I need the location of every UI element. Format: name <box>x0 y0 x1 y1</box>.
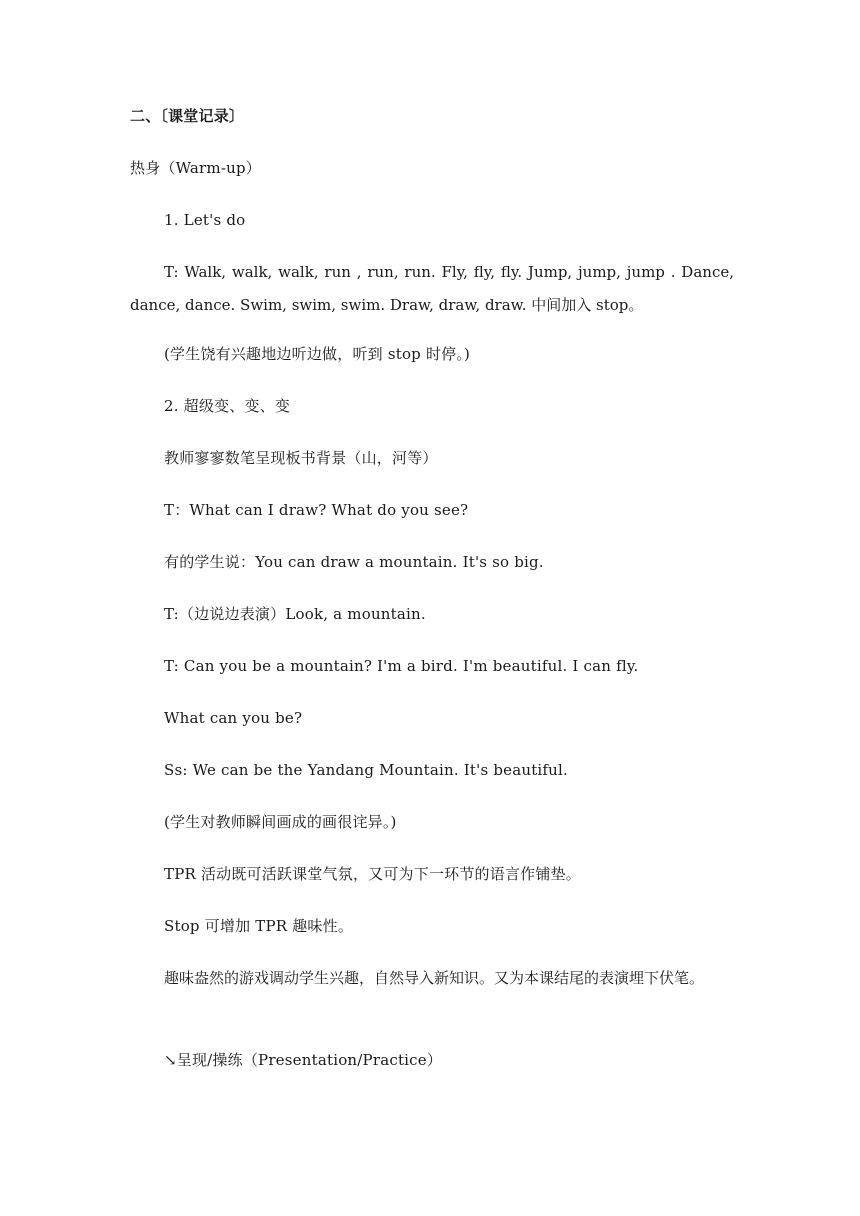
item2-title: 2. 超级变、变、变 <box>164 397 291 415</box>
dialogue-line: What can you be? <box>164 709 303 727</box>
dialogue-line: T:（边说边表演）Look, a mountain. <box>164 605 426 623</box>
comment-paragraph: 趣味盎然的游戏调动学生兴趣，自然导入新知识。又为本课结尾的表演埋下伏笔。 <box>164 969 705 987</box>
comment-line: Stop 可增加 TPR 趣味性。 <box>164 917 354 935</box>
item1-note: (学生饶有兴趣地边听边做，听到 stop 时停。) <box>164 345 471 363</box>
dialogue-line: T：What can I draw? What do you see? <box>164 501 469 519</box>
comment-line: TPR 活动既可活跃课堂气氛，又可为下一环节的语言作铺垫。 <box>164 865 581 883</box>
dialogue-line: (学生对教师瞬间画成的画很诧异。) <box>164 813 397 831</box>
dialogue-line: 有的学生说：You can draw a mountain. It's so big. <box>164 553 544 571</box>
item1-teacher-line: T: Walk, walk, walk, run , run, run. Fly, fly, fly. Jump, jump, jump . Dance, dance, dance. Swim, swim, swim. Draw, draw, draw. 中间加入 stop。 <box>130 263 734 314</box>
dialogue-line: Ss: We can be the Yandang Mountain. It's beautiful. <box>164 761 569 779</box>
item2-intro: 教师寥寥数笔呈现板书背景（山，河等） <box>164 449 438 467</box>
warmup-heading: 热身（Warm-up） <box>130 159 261 177</box>
item1-title: 1. Let's do <box>164 211 246 229</box>
section-heading: 二、〔课堂记录〕 <box>130 107 245 125</box>
dialogue-line: T: Can you be a mountain? I'm a bird. I'm beautiful. I can fly. <box>164 657 639 675</box>
presentation-heading: ↘呈现/操练（Presentation/Practice） <box>164 1051 443 1069</box>
